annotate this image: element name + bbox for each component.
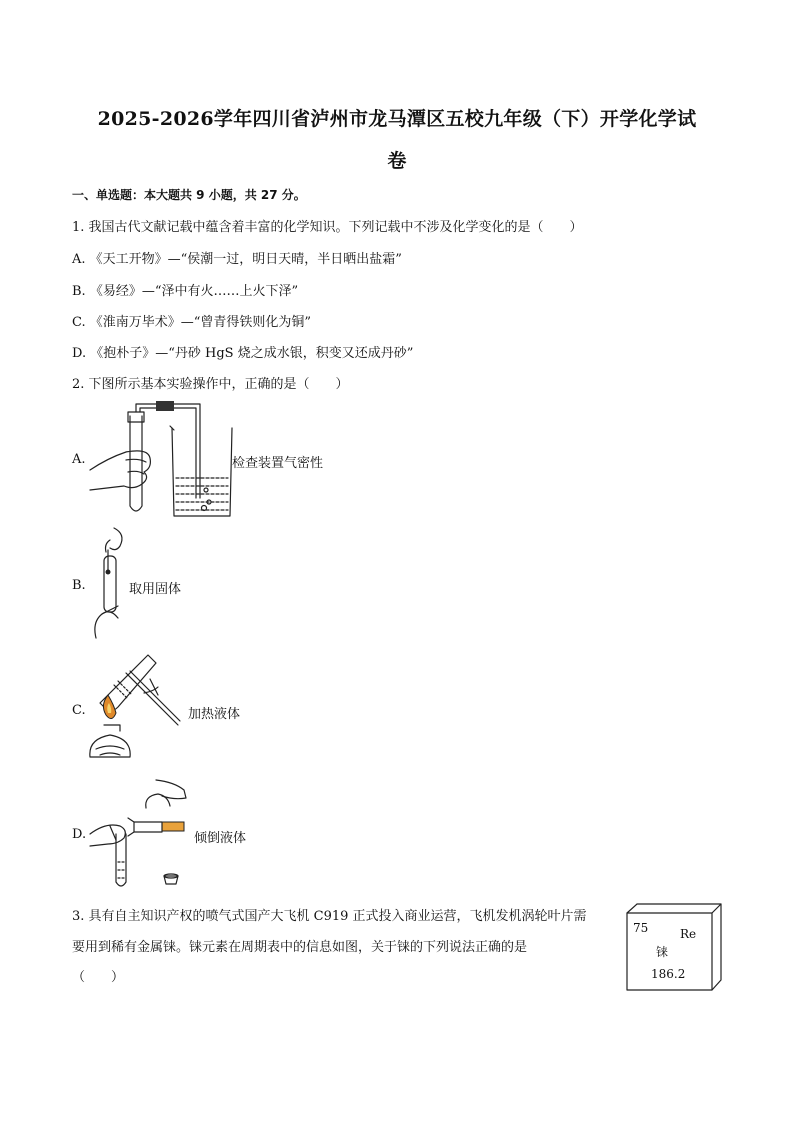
q2-option-a-caption: 检查装置气密性 <box>232 456 324 471</box>
pour-liquid-illustration <box>88 778 198 892</box>
q2-option-c-letter: C. <box>72 703 86 718</box>
q3-line2: 要用到稀有金属铼。铼元素在周期表中的信息如图，关于铼的下列说法正确的是 <box>72 940 528 955</box>
heat-liquid-illustration <box>86 651 186 769</box>
q2-option-a-letter: A. <box>72 452 86 467</box>
q1-option-d: D. 《抱朴子》—“丹砂 HgS 烧之成水银，积变又还成丹砂” <box>72 346 414 361</box>
q1-option-a: A. 《天工开物》—“侯潮一过，明日天晴，半日晒出盐霜” <box>72 252 402 267</box>
q1-stem: 1. 我国古代文献记载中蕴含着丰富的化学知识。下列记载中不涉及化学变化的是（ ） <box>72 220 583 235</box>
q2-option-b-letter: B. <box>72 578 86 593</box>
q2-option-d-letter: D. <box>72 827 87 842</box>
rhenium-element-card <box>626 903 722 991</box>
q2-option-c-caption: 加热液体 <box>188 707 241 722</box>
atomic-mass: 186.2 <box>651 967 686 981</box>
exam-title-line2: 卷 <box>387 150 407 172</box>
airtightness-check-illustration <box>88 398 238 520</box>
exam-title-line1: 2025-2026学年四川省泸州市龙马潭区五校九年级（下）开学化学试 <box>97 108 697 130</box>
q3-line3: （ ） <box>72 970 125 985</box>
element-symbol: Re <box>680 927 697 941</box>
section-heading: 一、单选题：本大题共 9 小题，共 27 分。 <box>72 188 306 202</box>
q3-line1: 3. 具有自主知识产权的喷气式国产大飞机 C919 正式投入商业运营，飞机发机涡轮叶片需 <box>72 909 587 924</box>
atomic-number: 75 <box>633 921 649 935</box>
q2-option-b-caption: 取用固体 <box>129 582 182 597</box>
q1-option-b: B. 《易经》—“泽中有火……上火下泽” <box>72 284 299 299</box>
q2-stem: 2. 下图所示基本实验操作中，正确的是（ ） <box>72 377 349 392</box>
q2-option-d-caption: 倾倒液体 <box>194 831 247 846</box>
element-name: 铼 <box>656 945 669 959</box>
q1-option-c: C. 《淮南万毕术》—“曾青得铁则化为铜” <box>72 315 312 330</box>
